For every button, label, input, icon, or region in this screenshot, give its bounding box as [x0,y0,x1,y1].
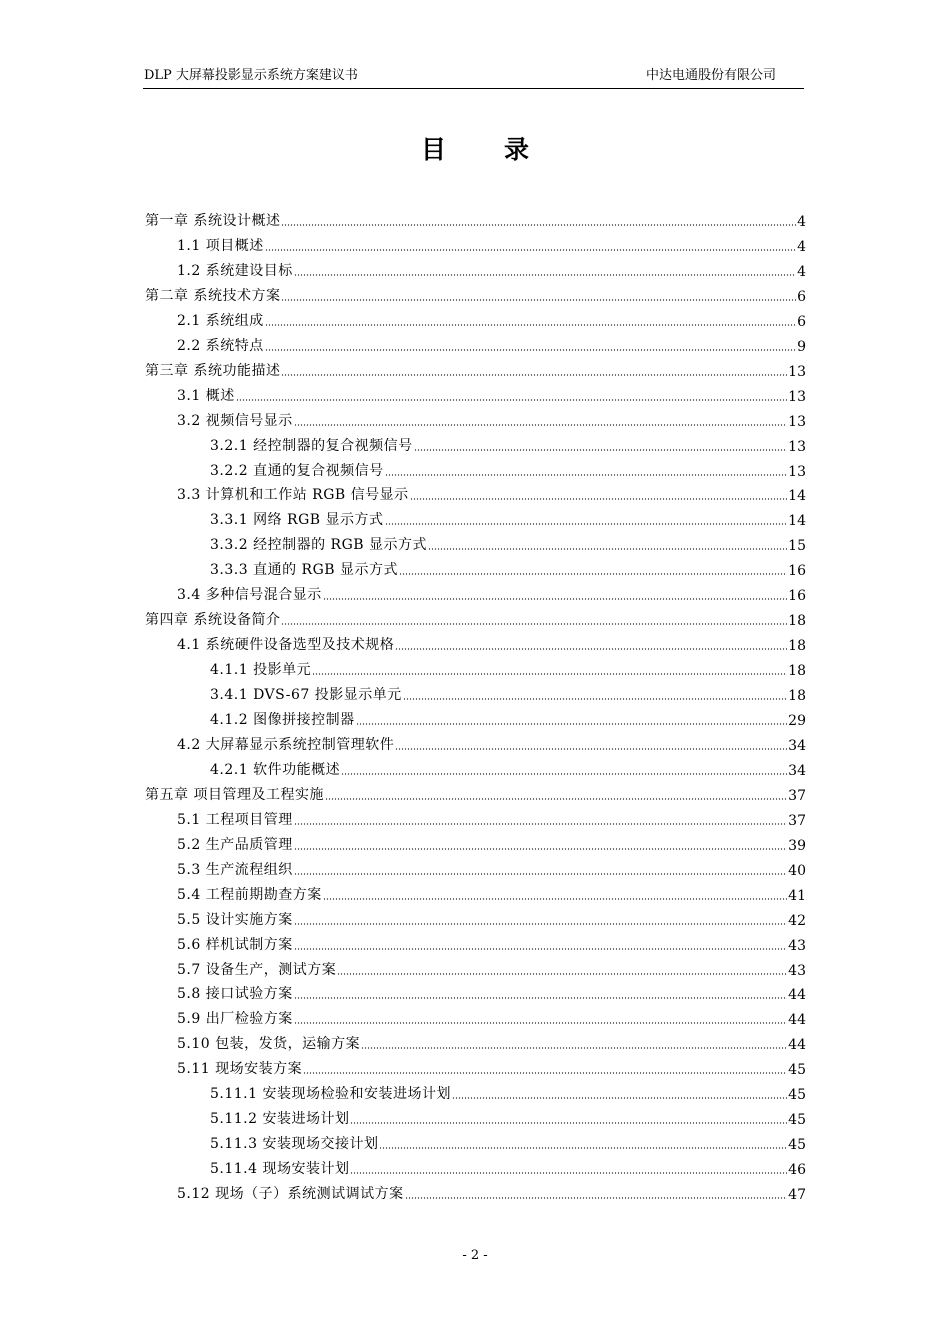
toc-entry-label: 1.1 项目概述 [177,237,264,254]
toc-entry[interactable] [177,1003,806,1028]
toc-dot-leader [303,1072,787,1074]
toc-entry[interactable] [145,355,806,380]
toc-entry[interactable] [145,205,806,230]
toc-entry-label: 第四章 系统设备简介 [145,612,281,629]
toc-entry-label: 5.11.2 安装进场计划 [210,1111,350,1128]
toc-entry[interactable] [210,430,806,455]
toc-entry-label: 5.4 工程前期勘查方案 [177,886,322,903]
toc-entry-page: 13 [788,388,806,405]
toc-entry-page: 42 [788,912,806,929]
toc-entry-label: 3.4.1 DVS-67 投影显示单元 [210,687,402,704]
toc-entry-page: 16 [788,563,806,580]
toc-dot-leader [428,548,787,550]
toc-dot-leader [323,898,787,900]
toc-entry-label: 3.1 概述 [177,387,235,404]
toc-entry-page: 45 [788,1112,806,1129]
toc-entry[interactable] [210,504,806,529]
toc-entry-page: 44 [788,1012,806,1029]
toc-dot-leader [294,823,787,825]
toc-dot-leader [294,948,787,950]
toc-entry[interactable] [210,1153,806,1178]
toc-entry[interactable] [145,604,806,629]
toc-entry-page: 13 [788,413,806,430]
toc-dot-leader [350,1122,787,1124]
toc-dot-leader [294,424,787,426]
toc-entry-label: 4.2.1 软件功能概述 [210,761,341,778]
toc-dot-leader [294,997,787,999]
toc-entry-label: 3.2 视频信号显示 [177,412,293,429]
toc-entry-page: 4 [797,238,806,255]
toc-entry[interactable] [177,1053,806,1078]
toc-dot-leader [294,1022,787,1024]
toc-entry[interactable] [177,380,806,405]
toc-dot-leader [294,923,787,925]
toc-entry-page: 44 [788,1037,806,1054]
toc-entry-label: 第一章 系统设计概述 [145,213,281,229]
toc-entry[interactable] [177,804,806,829]
toc-entry[interactable] [177,1028,806,1053]
toc-entry-label: 4.1.1 投影单元 [210,662,312,679]
toc-dot-leader [323,598,787,600]
toc-entry[interactable] [210,455,806,480]
toc-entry[interactable] [210,704,806,729]
toc-entry-page: 45 [788,1137,806,1154]
toc-entry-page: 34 [788,762,806,779]
toc-entry-label: 5.12 现场（子）系统测试调试方案 [177,1186,404,1203]
toc-entry-label: 5.6 样机试制方案 [177,936,293,953]
page-number: - 2 - [462,1248,488,1263]
toc-entry-label: 4.2 大屏幕显示系统控制管理软件 [177,736,395,753]
toc-dot-leader [312,673,787,675]
toc-entry-label: 3.2.2 直通的复合视频信号 [210,462,384,479]
toc-dot-leader [405,1197,788,1199]
toc-dot-leader [265,249,796,251]
toc-entry[interactable] [177,305,806,330]
toc-entry-label: 5.3 生产流程组织 [177,861,293,878]
toc-dot-leader [281,623,787,625]
toc-entry-label: 5.2 生产品质管理 [177,836,293,853]
toc-entry[interactable] [210,1103,806,1128]
toc-entry[interactable] [177,929,806,954]
toc-entry-label: 3.3 计算机和工作站 RGB 信号显示 [177,487,409,504]
toc-entry[interactable] [177,479,806,504]
toc-entry-label: 5.7 设备生产，测试方案 [177,961,337,978]
toc-entry-label: 5.9 出厂检验方案 [177,1011,293,1028]
toc-dot-leader [265,324,796,326]
toc-dot-leader [356,723,788,725]
toc-entry-page: 40 [788,862,806,879]
toc-entry-page: 39 [788,837,806,854]
toc-dot-leader [325,798,787,800]
toc-entry[interactable] [177,954,806,979]
toc-entry-label: 5.11.3 安装现场交接计划 [210,1136,379,1153]
toc-dot-leader [265,349,796,351]
toc-entry-label: 5.11.4 现场安装计划 [210,1161,350,1178]
toc-entry-page: 37 [788,812,806,829]
toc-entry-page: 14 [788,488,806,505]
toc-entry-label: 5.11.1 安装现场检验和安装进场计划 [210,1086,451,1103]
toc-entry-page: 13 [788,438,806,455]
toc-title: 目录 [420,135,587,164]
toc-entry[interactable] [177,879,806,904]
toc-dot-leader [294,274,796,276]
toc-entry[interactable] [210,1128,806,1153]
toc-entry-page: 18 [788,688,806,705]
toc-entry[interactable] [177,904,806,929]
toc-dot-leader [395,648,787,650]
toc-entry[interactable] [210,529,806,554]
toc-entry-page: 41 [788,887,806,904]
toc-dot-leader [294,848,787,850]
toc-entry-page: 43 [788,937,806,954]
toc-entry[interactable] [177,629,806,654]
toc-entry-page: 37 [788,787,806,804]
toc-entry-label: 第二章 系统技术方案 [145,287,281,304]
toc-dot-leader [379,1147,787,1149]
toc-entry[interactable] [177,829,806,854]
toc-dot-leader [236,399,787,401]
toc-dot-leader [395,748,787,750]
toc-entry-page: 6 [797,288,806,305]
toc-entry[interactable] [145,779,806,804]
toc-dot-leader [281,224,796,226]
toc-entry[interactable] [177,1178,806,1203]
toc-entry[interactable] [177,405,806,430]
toc-entry-label: 3.4 多种信号混合显示 [177,587,322,604]
toc-dot-leader [281,299,796,301]
toc-entry[interactable] [210,679,806,704]
toc-entry-page: 6 [797,313,806,330]
toc-entry-page: 18 [788,613,806,630]
toc-entry-label: 5.10 包装，发货，运输方案 [177,1036,361,1053]
toc-entry[interactable] [177,978,806,1003]
toc-entry[interactable] [177,230,806,255]
toc-entry[interactable] [177,330,806,355]
toc-entry[interactable] [177,854,806,879]
toc-entry-page: 16 [788,588,806,605]
toc-entry-page: 46 [788,1162,806,1179]
toc-dot-leader [294,873,787,875]
toc-entry-label: 1.2 系统建设目标 [177,262,293,279]
toc-entry-page: 13 [788,363,806,380]
toc-entry-label: 4.1.2 图像拼接控制器 [210,712,355,728]
toc-dot-leader [452,1097,787,1099]
toc-dot-leader [385,474,788,476]
toc-entry-label: 5.11 现场安装方案 [177,1061,303,1078]
toc-entry-page: 18 [788,638,806,655]
toc-entry[interactable] [210,654,806,679]
toc-entry-label: 3.2.1 经控制器的复合视频信号 [210,437,413,454]
toc-dot-leader [410,498,788,500]
toc-entry-page: 15 [788,538,806,555]
toc-entry-page: 14 [788,513,806,530]
toc-dot-leader [399,573,787,575]
toc-entry-label: 4.1 系统硬件设备选型及技术规格 [177,637,395,654]
toc-dot-leader [361,1047,787,1049]
toc-entry-label: 第五章 项目管理及工程实施 [145,786,324,803]
toc-dot-leader [281,374,787,376]
toc-dot-leader [385,523,788,525]
toc-entry-page: 4 [797,263,806,280]
toc-entry[interactable] [210,1078,806,1103]
toc-entry-page: 43 [788,962,806,979]
toc-entry-page: 4 [797,214,806,230]
toc-entry-page: 18 [788,663,806,680]
toc-entry[interactable] [177,255,806,280]
toc-entry-label: 2.2 系统特点 [177,337,264,354]
toc-entry[interactable] [210,554,806,579]
toc-entry-label: 第三章 系统功能描述 [145,362,281,379]
toc-entry[interactable] [177,729,806,754]
toc-entry-label: 5.8 接口试验方案 [177,986,293,1003]
toc-entry-page: 44 [788,987,806,1004]
toc-entry-page: 13 [788,463,806,480]
toc-entry[interactable] [210,754,806,779]
toc-entry-page: 45 [788,1062,806,1079]
toc-dot-leader [414,449,788,451]
toc-entry-page: 9 [797,338,806,355]
toc-entry-page: 45 [788,1087,806,1104]
toc-entry-label: 3.3.1 网络 RGB 显示方式 [210,512,384,529]
toc-entry-label: 5.5 设计实施方案 [177,911,293,928]
toc-entry-page: 47 [788,1187,806,1204]
header-company-name: 中达电通股份有限公司 [645,68,776,83]
toc-dot-leader [341,773,787,775]
toc-entry-label: 5.1 工程项目管理 [177,811,293,828]
header-document-title: DLP 大屏幕投影显示系统方案建议书 [144,68,358,83]
toc-entry-label: 3.3.3 直通的 RGB 显示方式 [210,562,398,579]
toc-entry-label: 3.3.2 经控制器的 RGB 显示方式 [210,537,427,554]
page-header [143,66,804,89]
toc-entry[interactable] [177,579,806,604]
toc-entry-label: 2.1 系统组成 [177,312,264,329]
toc-entry[interactable] [145,280,806,305]
toc-dot-leader [337,973,787,975]
toc-entry-page: 29 [788,713,806,729]
toc-entry-page: 34 [788,737,806,754]
toc-dot-leader [403,698,787,700]
toc-dot-leader [350,1172,787,1174]
